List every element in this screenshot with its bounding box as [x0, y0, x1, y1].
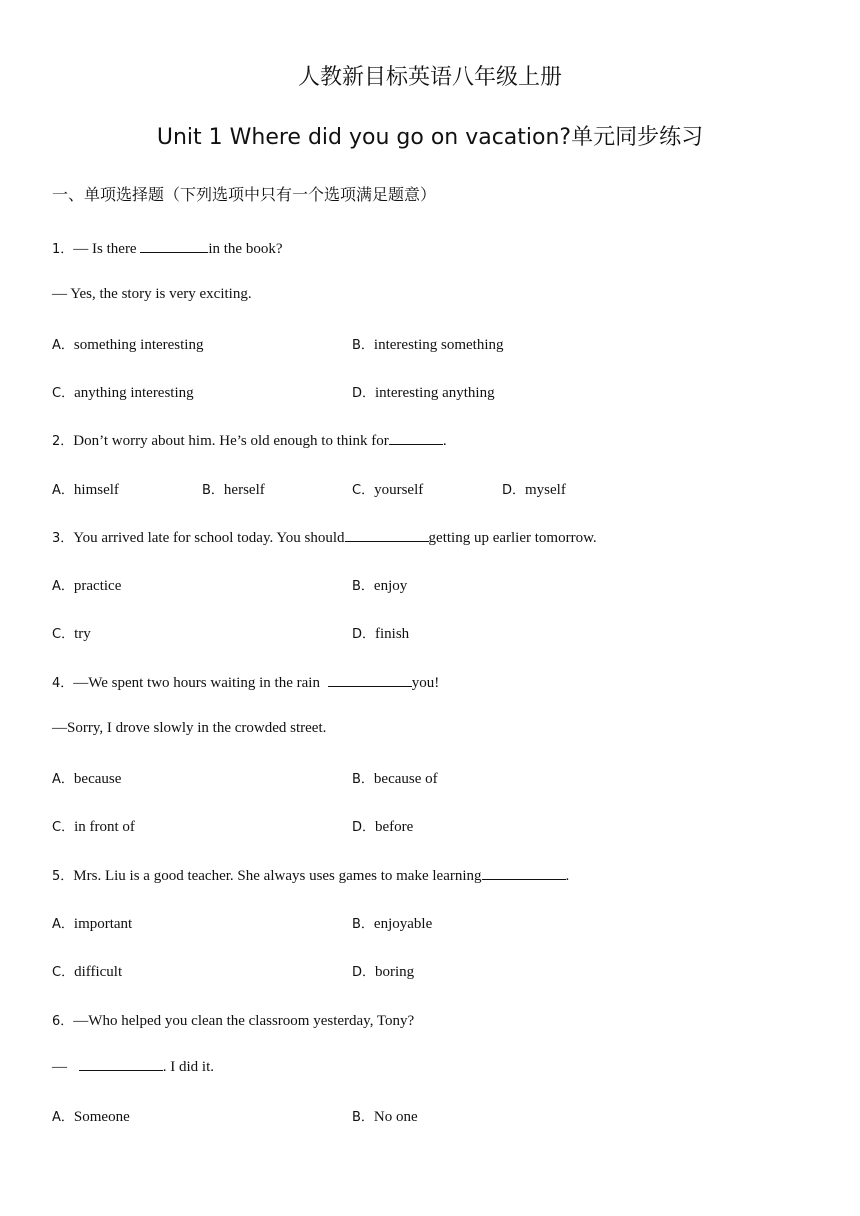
question-number: 5．: [52, 869, 74, 884]
q3-option-b[interactable]: B．enjoy: [352, 578, 408, 594]
q3-option-d[interactable]: D．finish: [352, 626, 410, 642]
q4-option-d[interactable]: D．before: [352, 819, 414, 835]
q1-option-c[interactable]: C．anything interesting: [52, 385, 194, 401]
question-5: [52, 865, 569, 885]
question-number: 2．: [52, 434, 74, 449]
question-text: you!: [411, 675, 440, 691]
question-number: 4．: [52, 676, 74, 691]
answer-blank: [79, 1058, 163, 1071]
question-text: You arrived late for school today. You should: [73, 530, 345, 546]
q4-option-c[interactable]: C．in front of: [52, 819, 135, 835]
answer-blank: [328, 674, 412, 687]
question-3: [52, 527, 597, 547]
question-text: —We spent two hours waiting in the rain: [73, 675, 324, 691]
page-subtitle: Unit 1 Where did you go on vacation?单元同步练习: [156, 125, 704, 150]
answer-blank: [140, 240, 208, 253]
question-2: [52, 430, 447, 450]
q1-option-a[interactable]: A．something interesting: [52, 337, 204, 353]
q2-option-c[interactable]: C．yourself: [352, 482, 424, 498]
question-text: —: [52, 1059, 71, 1075]
question-text: Don’t worry about him. He’s old enough to think for: [73, 433, 389, 449]
question-number: 3．: [52, 531, 74, 546]
question-text: —Who helped you clean the classroom yesterday, Tony?: [73, 1013, 415, 1029]
q2-option-d[interactable]: D．myself: [502, 482, 566, 498]
page-title: 人教新目标英语八年级上册: [297, 65, 562, 90]
q3-option-a[interactable]: A．practice: [52, 578, 122, 594]
question-text: .: [565, 868, 570, 884]
question-number: 1．: [52, 242, 74, 257]
answer-blank: [482, 867, 566, 880]
q5-option-d[interactable]: D．boring: [352, 964, 415, 980]
question-4-reply: —Sorry, I drove slowly in the crowded street.: [52, 720, 327, 736]
q4-option-b[interactable]: B．because of: [352, 771, 438, 787]
q6-option-a[interactable]: A．Someone: [52, 1109, 130, 1125]
section-heading: 一、单项选择题（下列选项中只有一个选项满足题意）: [52, 185, 437, 204]
question-1: [52, 238, 283, 258]
question-text: in the book?: [208, 241, 283, 257]
q6-option-b[interactable]: B．No one: [352, 1109, 418, 1125]
question-4: [52, 672, 439, 692]
q3-option-c[interactable]: C．try: [52, 626, 91, 642]
q2-option-a[interactable]: A．himself: [52, 482, 119, 498]
answer-blank: [389, 432, 443, 445]
question-number: 6．: [52, 1014, 74, 1029]
q4-option-a[interactable]: A．because: [52, 771, 122, 787]
q5-option-a[interactable]: A．important: [52, 916, 133, 932]
q1-option-b[interactable]: B．interesting something: [352, 337, 504, 353]
q5-option-b[interactable]: B．enjoyable: [352, 916, 433, 932]
answer-blank: [345, 529, 429, 542]
question-6-reply: [52, 1058, 214, 1076]
question-6: [52, 1010, 414, 1030]
question-text: — Is there: [73, 241, 141, 257]
q1-option-d[interactable]: D．interesting anything: [352, 385, 495, 401]
question-1-reply: — Yes, the story is very exciting.: [52, 286, 252, 302]
question-text: . I did it.: [162, 1059, 214, 1075]
question-text: Mrs. Liu is a good teacher. She always uses games to make learning: [73, 868, 482, 884]
q5-option-c[interactable]: C．difficult: [52, 964, 123, 980]
q2-option-b[interactable]: B．herself: [202, 482, 265, 498]
question-text: .: [442, 433, 447, 449]
question-text: getting up earlier tomorrow.: [428, 530, 597, 546]
